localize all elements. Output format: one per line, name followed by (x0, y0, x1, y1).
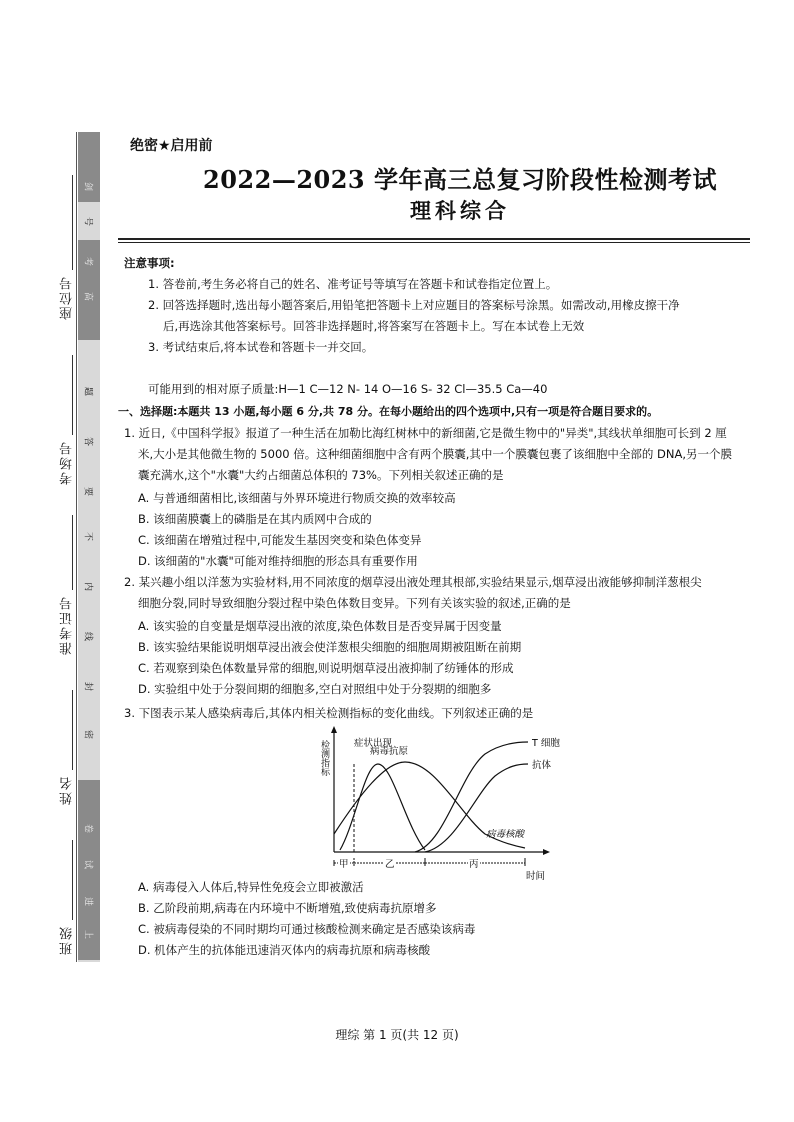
exam-subtitle: 理科综合 (410, 198, 510, 223)
atomic-masses: 可能用到的相对原子质量:H—1 C—12 N- 14 O—16 S- 32 Cl—35.5 Ca—40 (148, 382, 548, 396)
q1-option-b: B. 该细菌膜囊上的磷脂是在其内质网中合成的 (138, 512, 372, 526)
q1-option-a: A. 与普通细菌相比,该细菌与外界环境进行物质交换的效率较高 (138, 491, 456, 505)
notice-heading: 注意事项: (124, 256, 175, 270)
strip-char: 号 (82, 216, 93, 226)
room-number-label: 考场号 (60, 440, 75, 485)
name-line (72, 690, 73, 770)
q3-option-d: D. 机体产生的抗体能迅速消灭体内的病毒抗原和病毒核酸 (138, 943, 431, 957)
strip-char: 内 (82, 581, 93, 591)
exam-title: 2022—2023 学年高三总复习阶段性检测考试 (203, 165, 717, 194)
q2-stem-line: 细胞分裂,同时导致细胞分裂过程中染色体数目变异。下列有关该实验的叙述,正确的是 (138, 596, 571, 610)
room-number-line (72, 355, 73, 435)
q2-option-a: A. 该实验的自变量是烟草浸出液的浓度,染色体数目是否变异属于因变量 (138, 619, 502, 633)
notice-item: 后,再选涂其他答案标号。回答非选择题时,将答案写在答题卡上。写在本试卷上无效 (163, 319, 585, 333)
stage-jia: 甲 (339, 859, 349, 870)
x-axis-arrow (543, 849, 550, 855)
admission-number-label: 准考证号 (60, 595, 75, 655)
seat-number-line (72, 175, 73, 270)
strip-char: 题 (82, 386, 93, 396)
strip-char: 进 (82, 896, 93, 906)
page-footer: 理综 第 1 页(共 12 页) (335, 1028, 459, 1042)
confidential-mark: 绝密★启用前 (130, 138, 213, 154)
strip-char: 卷 (82, 823, 93, 833)
strip-char: 考 (82, 256, 93, 266)
stage-bing: 丙 (469, 859, 479, 870)
q2-option-b: B. 该实验结果能说明烟草浸出液会使洋葱根尖细胞的细胞周期被阻断在前期 (138, 640, 522, 654)
q2-stem-line: 2. 某兴趣小组以洋葱为实验材料,用不同浓度的烟草浸出液处理其根部,实验结果显示,烟草浸出液能够抑制洋葱根尖 (124, 575, 702, 589)
strip-char: 试 (82, 859, 93, 869)
q2-option-c: C. 若观察到染色体数量异常的细胞,则说明烟草浸出液抑制了纺锤体的形成 (138, 661, 514, 675)
antigen-label: 病毒抗原 (370, 746, 409, 757)
symptom-label: 症状出现 (354, 738, 393, 749)
strip-char: 剑 (82, 181, 93, 191)
stage-yi: 乙 (385, 859, 395, 870)
nucleic-label: 病毒核酸 (486, 829, 525, 840)
q3-option-a: A. 病毒侵入人体后,特异性免疫会立即被激活 (138, 880, 364, 894)
notice-item: 1. 答卷前,考生务必将自己的姓名、准考证号等填写在答题卡和试卷指定位置上。 (148, 277, 558, 291)
antibody-label: 抗体 (532, 760, 552, 771)
section-heading: 一、选择题:本题共 13 小题,每小题 6 分,共 78 分。在每小题给出的四个选项中,只有一项是符合题目要求的。 (118, 405, 659, 418)
q1-option-c: C. 该细菌在增殖过程中,可能发生基因突变和染色体变异 (138, 533, 422, 547)
header-rule-thin (118, 242, 750, 243)
x-axis-label: 时间 (526, 871, 546, 882)
name-label: 姓名 (60, 775, 75, 805)
strip-char: 上 (82, 929, 93, 939)
strip-char: 密 (82, 729, 93, 739)
q1-stem-line: 囊充满水,这个"水囊"大约占细菌总体积的 73%。下列相关叙述正确的是 (138, 468, 504, 482)
notice-item: 3. 考试结束后,将本试卷和答题卡一并交回。 (148, 340, 374, 354)
admission-number-line (72, 515, 73, 590)
strip-char: 要 (82, 486, 93, 496)
strip-char: 不 (82, 531, 93, 541)
tcell-label: T 细胞 (532, 738, 560, 749)
q1-stem-line: 1. 近日,《中国科学报》报道了一种生活在加勒比海红树林中的新细菌,它是微生物中的"异类",其线状单细胞可长到 2 厘 (124, 426, 727, 440)
q3-option-b: B. 乙阶段前期,病毒在内环境中不断增殖,致使病毒抗原增多 (138, 901, 437, 915)
q3-option-c: C. 被病毒侵染的不同时期均可通过核酸检测来确定是否感染该病毒 (138, 922, 476, 936)
class-label: 班级 (60, 925, 75, 955)
strip-char: 答 (82, 436, 93, 446)
y-axis-arrow (331, 726, 337, 733)
q1-stem-line: 米,大小是其他微生物的 5000 倍。这种细菌细胞中含有两个膜囊,其中一个膜囊包裹了该细胞中全部的 DNA,另一个膜 (138, 447, 733, 461)
header-rule (118, 238, 750, 240)
class-line (72, 840, 73, 920)
q1-option-d: D. 该细菌的"水囊"可能对维持细胞的形态具有重要作用 (138, 554, 418, 568)
strip-char: 线 (82, 631, 93, 641)
binding-line (76, 132, 77, 962)
seat-number-label: 座位号 (60, 275, 75, 320)
strip-char: 封 (82, 681, 93, 691)
q2-option-d: D. 实验组中处于分裂间期的细胞多,空白对照组中处于分裂期的细胞多 (138, 682, 492, 696)
q3-stem: 3. 下图表示某人感染病毒后,其体内相关检测指标的变化曲线。下列叙述正确的是 (124, 706, 534, 720)
notice-item: 2. 回答选择题时,选出每小题答案后,用铅笔把答题卡上对应题目的答案标号涂黑。如需改动,用橡皮擦干净 (148, 298, 680, 312)
infection-graph (310, 724, 560, 884)
strip-char: 高 (82, 291, 93, 301)
y-axis-label: 检测指标 (319, 740, 329, 776)
